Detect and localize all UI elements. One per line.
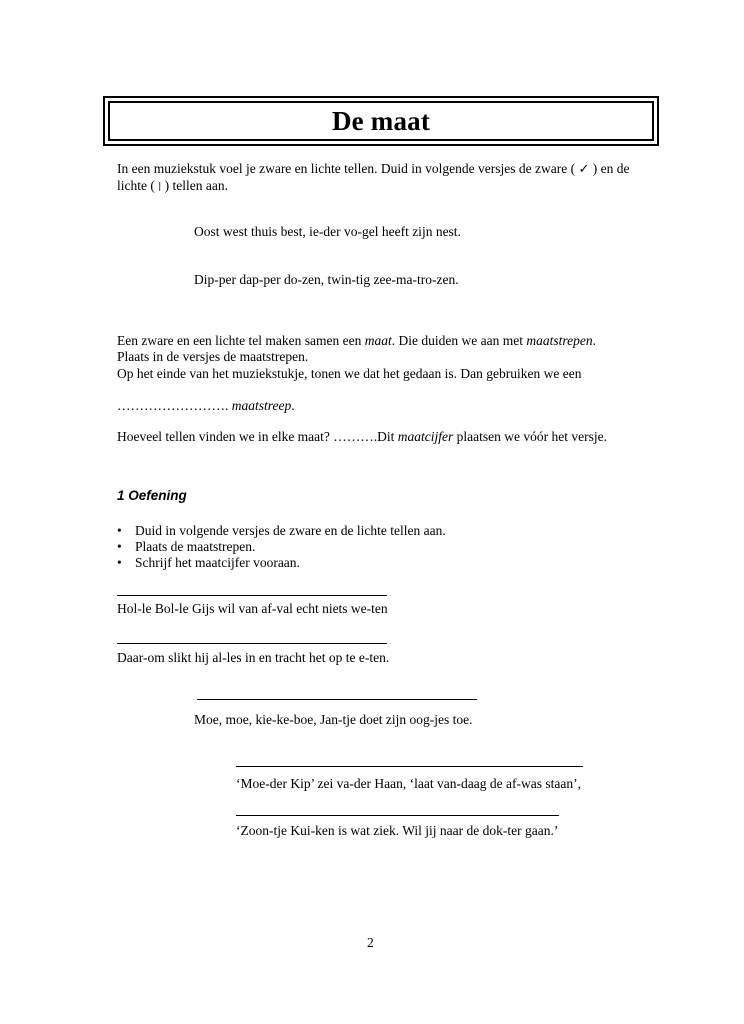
maat-p5-text-a: Hoeveel tellen vinden we in elke maat? ……….Dit: [117, 429, 398, 444]
exercise-verse-1: Hol-le Bol-le Gijs wil van af-val echt niets we-ten: [117, 601, 388, 616]
verse-2: Dip-per dap-per do-zen, twin-tig zee-ma-tro-zen.: [194, 272, 459, 287]
fill-in-dots: …………………….: [117, 398, 232, 413]
maat-paragraph-line-4: [117, 398, 295, 414]
maatstreep-term: maatstreep: [231, 398, 292, 413]
title-box: [103, 96, 659, 146]
intro-line-1: [117, 161, 629, 177]
maat-paragraph-line-5: [117, 429, 607, 445]
exercise-verse-2: Daar-om slikt hij al-les in en tracht het op te e-ten.: [117, 650, 390, 665]
title-box-inner: [108, 101, 654, 141]
intro-text-1a: In een muziekstuk voel je zware en lichte tellen. Duid in volgende versjes de zware (: [117, 161, 579, 176]
maat-p4-end: .: [291, 398, 295, 413]
list-item: • Duid in volgende versjes de zware en de lichte tellen aan.: [117, 523, 446, 539]
exercise-heading: 1 Oefening: [117, 488, 187, 503]
maat-p1-text-c: .: [592, 333, 596, 348]
maat-paragraph-line-1: [117, 333, 596, 349]
exercise-instructions: [117, 523, 446, 571]
check-mark-icon: ✓: [578, 162, 590, 177]
page-title: De maat: [331, 105, 431, 136]
intro-text-2a: lichte (: [117, 178, 159, 193]
maat-paragraph-line-3: Op het einde van het muziekstukje, tonen we dat het gedaan is. Dan gebruiken we een: [117, 366, 582, 381]
page-number: 2: [367, 935, 374, 950]
writing-line: [236, 766, 583, 767]
verse-1: Oost west thuis best, ie-der vo-gel heeft zijn nest.: [194, 224, 461, 239]
maat-p1-text-a: Een zware en een lichte tel maken samen een: [117, 333, 365, 348]
intro-text-1b: ) en de: [589, 161, 630, 176]
list-item: • Schrijf het maatcijfer vooraan.: [117, 555, 446, 571]
intro-line-2: [117, 178, 228, 194]
maat-p1-text-b: . Die duiden we aan met: [391, 333, 527, 348]
maatstrepen-term: maatstrepen: [526, 333, 593, 348]
writing-line: [236, 815, 559, 816]
writing-line: [117, 595, 387, 596]
maat-term: maat: [364, 333, 392, 348]
maat-paragraph-line-2: Plaats in de versjes de maatstrepen.: [117, 349, 309, 364]
maatcijfer-term: maatcijfer: [397, 429, 454, 444]
list-item: • Plaats de maatstrepen.: [117, 539, 446, 555]
writing-line: [197, 699, 477, 700]
bar-mark-icon: |: [158, 182, 162, 192]
exercise-verse-4: ‘Moe-der Kip’ zei va-der Haan, ‘laat van-daag de af-was staan’,: [236, 776, 581, 791]
maat-p5-text-b: plaatsen we vóór het versje.: [453, 429, 607, 444]
intro-text-2b: ) tellen aan.: [161, 178, 228, 193]
exercise-verse-3: Moe, moe, kie-ke-boe, Jan-tje doet zijn oog-jes toe.: [194, 712, 473, 727]
writing-line: [117, 643, 387, 644]
exercise-verse-5: ‘Zoon-tje Kui-ken is wat ziek. Wil jij naar de dok-ter gaan.’: [236, 823, 559, 838]
